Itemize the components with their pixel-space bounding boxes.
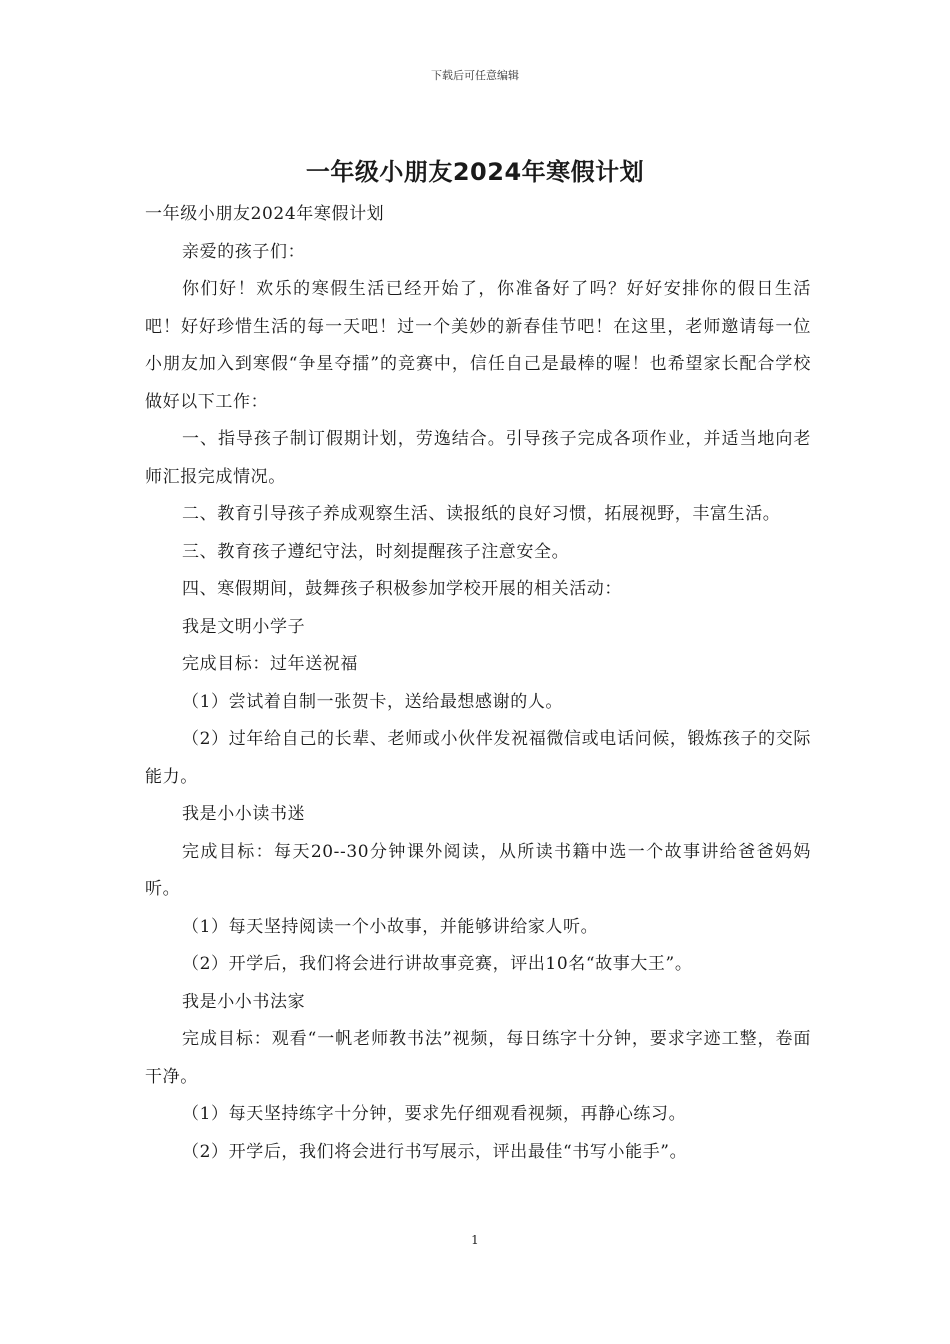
- subtitle-line: 一年级小朋友2024年寒假计划: [145, 204, 385, 224]
- section-heading-reading: 我是小小读书迷: [182, 804, 306, 824]
- intro-paragraph: 你们好！欢乐的寒假生活已经开始了，你准备好了吗？好好安排你的假日生活吧！好好珍惜生活的每一天吧！过一个美妙的新春佳节吧！在这里，老师邀请每一位小朋友加入到寒假“争星夺擂”的竞赛中，信任自己是最棒的喔！也希望家长配合学校做好以下工作：: [145, 279, 811, 412]
- task-reading-1: （1）每天坚持阅读一个小故事，并能够讲给家人听。: [182, 916, 599, 937]
- section-heading-civility: 我是文明小学子: [182, 616, 306, 637]
- task-civility-2: （2）过年给自己的长辈、老师或小伙伴发祝福微信或电话问候，锻炼孩子的交际能力。: [145, 729, 811, 787]
- task-reading-2: （2）开学后，我们将会进行讲故事竞赛，评出10名“故事大王”。: [182, 954, 693, 974]
- section-heading-calligraphy: 我是小小书法家: [182, 991, 306, 1012]
- goal-civility: 完成目标：过年送祝福: [182, 654, 358, 674]
- goal-calligraphy: 完成目标：观看“一帆老师教书法”视频，每日练字十分钟，要求字迹工整，卷面干净。: [145, 1029, 811, 1087]
- item-one: 一、指导孩子制订假期计划，劳逸结合。引导孩子完成各项作业，并适当地向老师汇报完成情况。: [145, 429, 811, 487]
- document-body: [145, 196, 811, 1171]
- document-title: 一年级小朋友2024年寒假计划: [305, 158, 645, 186]
- page-number: 1: [471, 1233, 479, 1247]
- header-note: 下载后可任意编辑: [431, 69, 519, 82]
- task-calligraphy-1: （1）每天坚持练字十分钟，要求先仔细观看视频，再静心练习。: [182, 1104, 687, 1124]
- task-civility-1: （1）尝试着自制一张贺卡，送给最想感谢的人。: [182, 691, 564, 712]
- greeting: 亲爱的孩子们：: [182, 241, 306, 262]
- item-three: 三、教育孩子遵纪守法，时刻提醒孩子注意安全。: [182, 541, 570, 562]
- task-calligraphy-2: （2）开学后，我们将会进行书写展示，评出最佳“书写小能手”。: [182, 1141, 688, 1162]
- item-four: 四、寒假期间，鼓舞孩子积极参加学校开展的相关活动：: [182, 579, 622, 599]
- goal-reading: 完成目标：每天20--30分钟课外阅读，从所读书籍中选一个故事讲给爸爸妈妈听。: [145, 841, 811, 899]
- item-two: 二、教育引导孩子养成观察生活、读报纸的良好习惯，拓展视野，丰富生活。: [182, 504, 781, 524]
